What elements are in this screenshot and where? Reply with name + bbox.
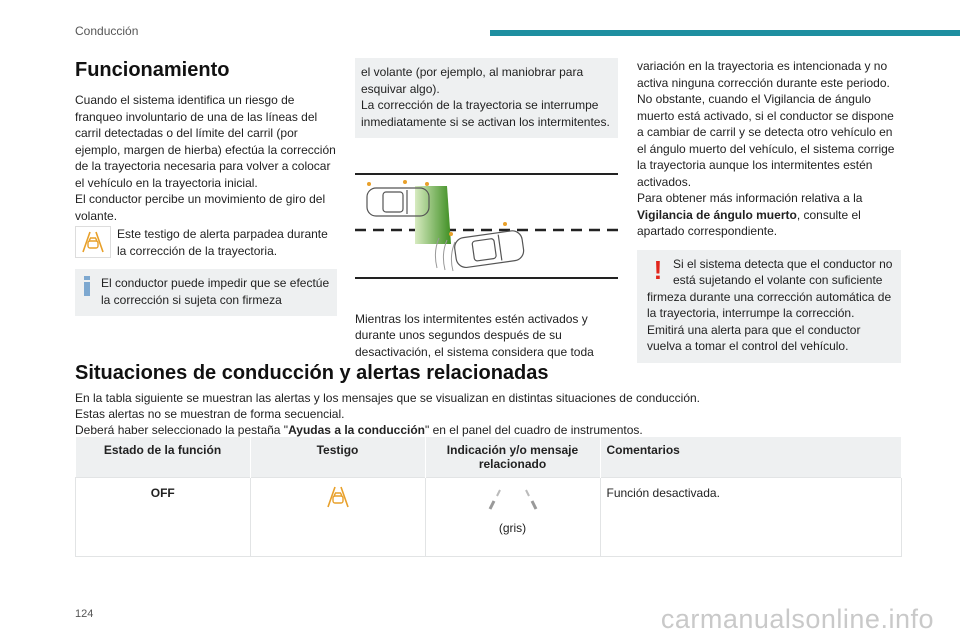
intro-line: En la tabla siguiente se muestran las alertas y los mensajes que se visualizan en distintas situaciones de conducción. <box>75 391 701 405</box>
lane-assist-warning-icon <box>325 497 351 511</box>
info-box <box>75 269 337 316</box>
column-2 <box>355 58 618 360</box>
warning-box <box>637 250 901 363</box>
section-intro <box>75 390 905 438</box>
paragraph: Cuando el sistema identifica un riesgo de franqueo involuntario de una de las líneas del carril detectadas o del límite del carril (por ejemplo, margen de hierba) efectúa la corrección de la trayectoria necesaria para volver a colocar el vehículo en la trayectoria inicial. <box>75 93 336 190</box>
info-icon <box>81 275 95 308</box>
table-row <box>76 478 902 557</box>
column-3 <box>637 58 901 363</box>
column-1 <box>75 58 337 316</box>
lane-assist-warning-icon <box>75 226 111 258</box>
cell-testigo <box>250 478 425 557</box>
paragraph: variación en la trayectoria es intencionada y no activa ninguna corrección durante este periodo. <box>637 59 890 90</box>
page-header-section: Conducción <box>75 24 139 38</box>
color-note: (gris) <box>498 521 527 535</box>
warning-text: Si el sistema detecta que el conductor no está sujetando el volante con suficiente firmeza durante una corrección automática de la trayectoria, interrumpe la corrección. Emitirá una alerta para que el conductor vuelva a tomar el control del vehículo. <box>647 256 893 353</box>
text: " en el panel del cuadro de instrumentos. <box>425 423 643 437</box>
paragraph: Mientras los intermitentes estén activados y durante unos segundos después de su desactivación, el sistema considera que toda <box>355 311 594 359</box>
text: Para obtener más información relativa a la <box>637 191 863 205</box>
alerts-table <box>75 437 902 557</box>
testigo-line <box>75 226 337 259</box>
text: Deberá haber seleccionado la pestaña " <box>75 423 289 437</box>
column-header: Estado de la función <box>76 437 251 478</box>
section-title-situaciones: Situaciones de conducción y alertas relacionadas <box>75 362 549 384</box>
info-text: El conductor puede impedir que se efectúe la corrección si sujeta con firmeza <box>101 276 330 307</box>
column-header: Indicación y/o mensaje relacionado <box>425 437 600 478</box>
paragraph: El conductor percibe un movimiento de giro del volante. <box>75 192 326 223</box>
section-title-funcionamiento: Funcionamiento <box>75 59 230 81</box>
intro-line: Estas alertas no se muestran de forma secuencial. <box>75 407 345 421</box>
cell-indicacion <box>425 478 600 557</box>
column-header: Comentarios <box>600 437 902 478</box>
bold-term: Vigilancia de ángulo muerto <box>637 207 797 222</box>
header-accent-bar <box>490 30 960 36</box>
info-box-continued <box>355 58 618 138</box>
paragraph-blind-spot-ref <box>637 190 901 240</box>
info-text-continued: La corrección de la trayectoria se interrumpe inmediatamente si se activan los intermitentes. <box>361 98 610 129</box>
warning-exclamation-icon: ! <box>653 254 663 285</box>
watermark: carmanualsonline.info <box>660 604 934 634</box>
lane-lines-icon <box>432 486 594 515</box>
lane-correction-illustration <box>355 172 618 282</box>
bold-term: Ayudas a la conducción <box>288 423 425 437</box>
table-header-row <box>76 437 902 478</box>
cell-comentario: Función desactivada. <box>600 478 902 557</box>
paragraph: No obstante, cuando el Vigilancia de ángulo muerto está activado, si el conductor se dispone a cambiar de carril y se detecta otro vehículo en el ángulo muerto del vehículo, el sistema corrige la trayectoria aunque los intermitentes estén activados. <box>637 92 895 189</box>
cell-estado: OFF <box>76 478 251 557</box>
testigo-text: Este testigo de alerta parpadea durante la corrección de la trayectoria. <box>117 227 328 258</box>
text: , consulte el apartado correspondiente. <box>637 207 861 238</box>
intro-line <box>75 422 905 438</box>
page-number: 124 <box>75 608 94 620</box>
info-text-continued: el volante (por ejemplo, al maniobrar para esquivar algo). <box>361 65 584 96</box>
column-header: Testigo <box>250 437 425 478</box>
